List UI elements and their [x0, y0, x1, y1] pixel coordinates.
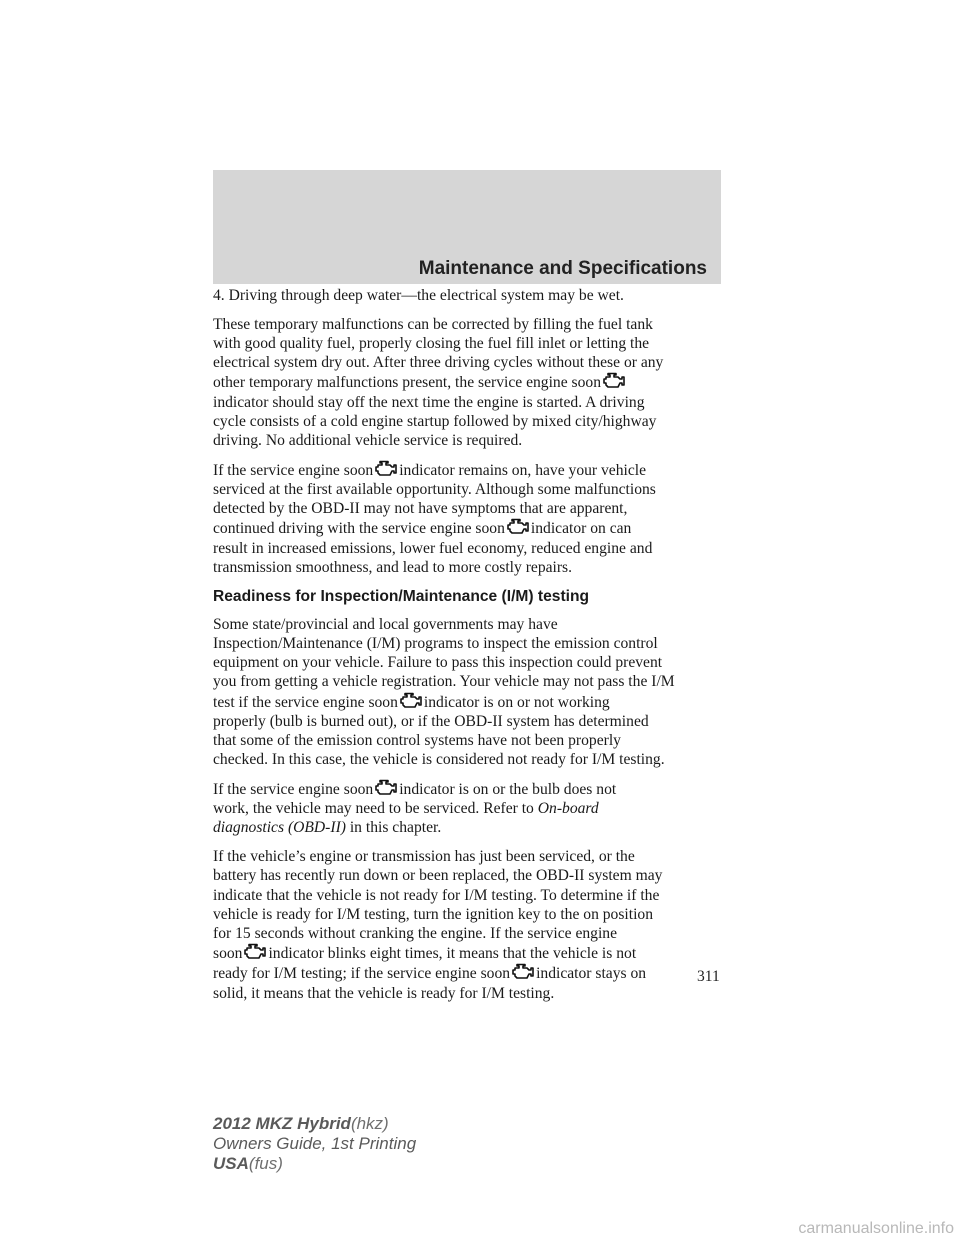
watermark: carmanualsonline.info [798, 1220, 954, 1237]
text-line [213, 692, 723, 712]
footer-market: USA [213, 1154, 249, 1173]
text-segment: indicator stays on [536, 965, 647, 983]
subheading-im-readiness: Readiness for Inspection/Maintenance (I/M) testing [213, 587, 590, 605]
check-engine-icon [601, 372, 627, 389]
text-segment: soon [213, 945, 243, 963]
text-line: solid, it means that the vehicle is ready for I/M testing. [213, 984, 555, 1002]
text-line: indicator should stay off the next time the engine is started. A driving [213, 393, 645, 411]
text-line [213, 779, 723, 799]
paragraph-readiness-check [213, 847, 723, 1003]
footer-line [213, 1114, 416, 1134]
check-engine-icon [373, 460, 399, 477]
text-line: properly (bulb is burned out), or if the OBD-II system has determined [213, 712, 649, 730]
text-line [213, 943, 723, 963]
text-line: result in increased emissions, lower fuel economy, reduced engine and [213, 539, 653, 557]
text-segment: ready for I/M testing; if the service engine soon [213, 965, 511, 983]
text-line: cycle consists of a cold engine startup followed by mixed city/highway [213, 412, 657, 430]
text-segment: other temporary malfunctions present, the service engine soon [213, 374, 601, 392]
paragraph-im-programs [213, 615, 723, 770]
text-segment: indicator is on or the bulb does not [399, 781, 617, 799]
check-engine-icon [398, 692, 424, 709]
paragraph-temporary-malfunctions [213, 315, 723, 450]
cross-reference: On-board [537, 800, 599, 818]
text-line: transmission smoothness, and lead to more costly repairs. [213, 558, 573, 576]
page-number: 311 [697, 968, 720, 985]
footer-line [213, 1154, 416, 1174]
paragraph-indicator-remains-on [213, 460, 723, 577]
text-line [213, 818, 723, 837]
text-line [213, 460, 723, 480]
text-line: indicate that the vehicle is not ready for I/M testing. To determine if the [213, 886, 660, 904]
text-line: with good quality fuel, properly closing the fuel fill inlet or letting the [213, 335, 650, 352]
text-line: equipment on your vehicle. Failure to pass this inspection could prevent [213, 654, 663, 672]
text-line: for 15 seconds without cranking the engine. If the service engine [213, 925, 618, 943]
page-content [213, 286, 723, 1012]
text-segment: If the service engine soon [213, 781, 374, 799]
text-line: serviced at the first available opportunity. Although some malfunctions [213, 481, 656, 499]
text-line: driving. No additional vehicle service is required. [213, 432, 523, 450]
check-engine-icon [505, 518, 531, 535]
section-title: Maintenance and Specifications [418, 258, 707, 279]
section-header-band [213, 170, 721, 284]
footer-code: (hkz) [350, 1114, 389, 1133]
text-line: vehicle is ready for I/M testing, turn the ignition key to the on position [213, 905, 654, 923]
footer-code: (fus) [248, 1154, 283, 1173]
text-line: These temporary malfunctions can be corrected by filling the fuel tank [213, 315, 653, 333]
text-line [213, 372, 723, 392]
text-segment: If the service engine soon [213, 461, 374, 479]
text-segment: in this chapter. [345, 819, 442, 837]
text-segment: test if the service engine soon [213, 693, 398, 711]
text-line: that some of the emission control systems have not been properly [213, 732, 621, 750]
cross-reference: diagnostics (OBD-II) [213, 819, 346, 837]
text-line: Inspection/Maintenance (I/M) programs to inspect the emission control [213, 635, 658, 653]
text-segment: continued driving with the service engine soon [213, 520, 505, 538]
text-line: Some state/provincial and local governments may have [213, 615, 558, 633]
text-segment: indicator is on or not working [423, 693, 610, 711]
text-line: electrical system dry out. After three driving cycles without these or any [213, 354, 664, 372]
text-segment: work, the vehicle may need to be serviced. Refer to [213, 800, 534, 818]
check-engine-icon [373, 779, 399, 796]
text-line [213, 963, 723, 983]
footer-line: Owners Guide, 1st Printing [213, 1134, 417, 1153]
check-engine-icon [510, 963, 536, 980]
text-line: 4. Driving through deep water—the electrical system may be wet. [213, 287, 624, 304]
text-line [213, 518, 723, 538]
text-line [213, 799, 723, 818]
text-line: battery has recently run down or been replaced, the OBD-II system may [213, 867, 663, 885]
text-segment: indicator on can [530, 520, 632, 538]
check-engine-icon [242, 943, 268, 960]
text-line: checked. In this case, the vehicle is considered not ready for I/M testing. [213, 751, 665, 769]
paragraph-bulb-does-not-work [213, 779, 723, 838]
text-line: you from getting a vehicle registration. Your vehicle may not pass the I/M [213, 673, 675, 691]
text-line: detected by the OBD-II may not have symptoms that are apparent, [213, 500, 628, 518]
text-segment: indicator blinks eight times, it means that the vehicle is not [268, 945, 637, 963]
print-footer [213, 1114, 416, 1174]
text-line: If the vehicle’s engine or transmission has just been serviced, or the [213, 848, 635, 866]
footer-model: 2012 MKZ Hybrid [213, 1114, 351, 1133]
paragraph-deep-water [213, 286, 723, 305]
text-segment: indicator remains on, have your vehicle [399, 461, 647, 479]
